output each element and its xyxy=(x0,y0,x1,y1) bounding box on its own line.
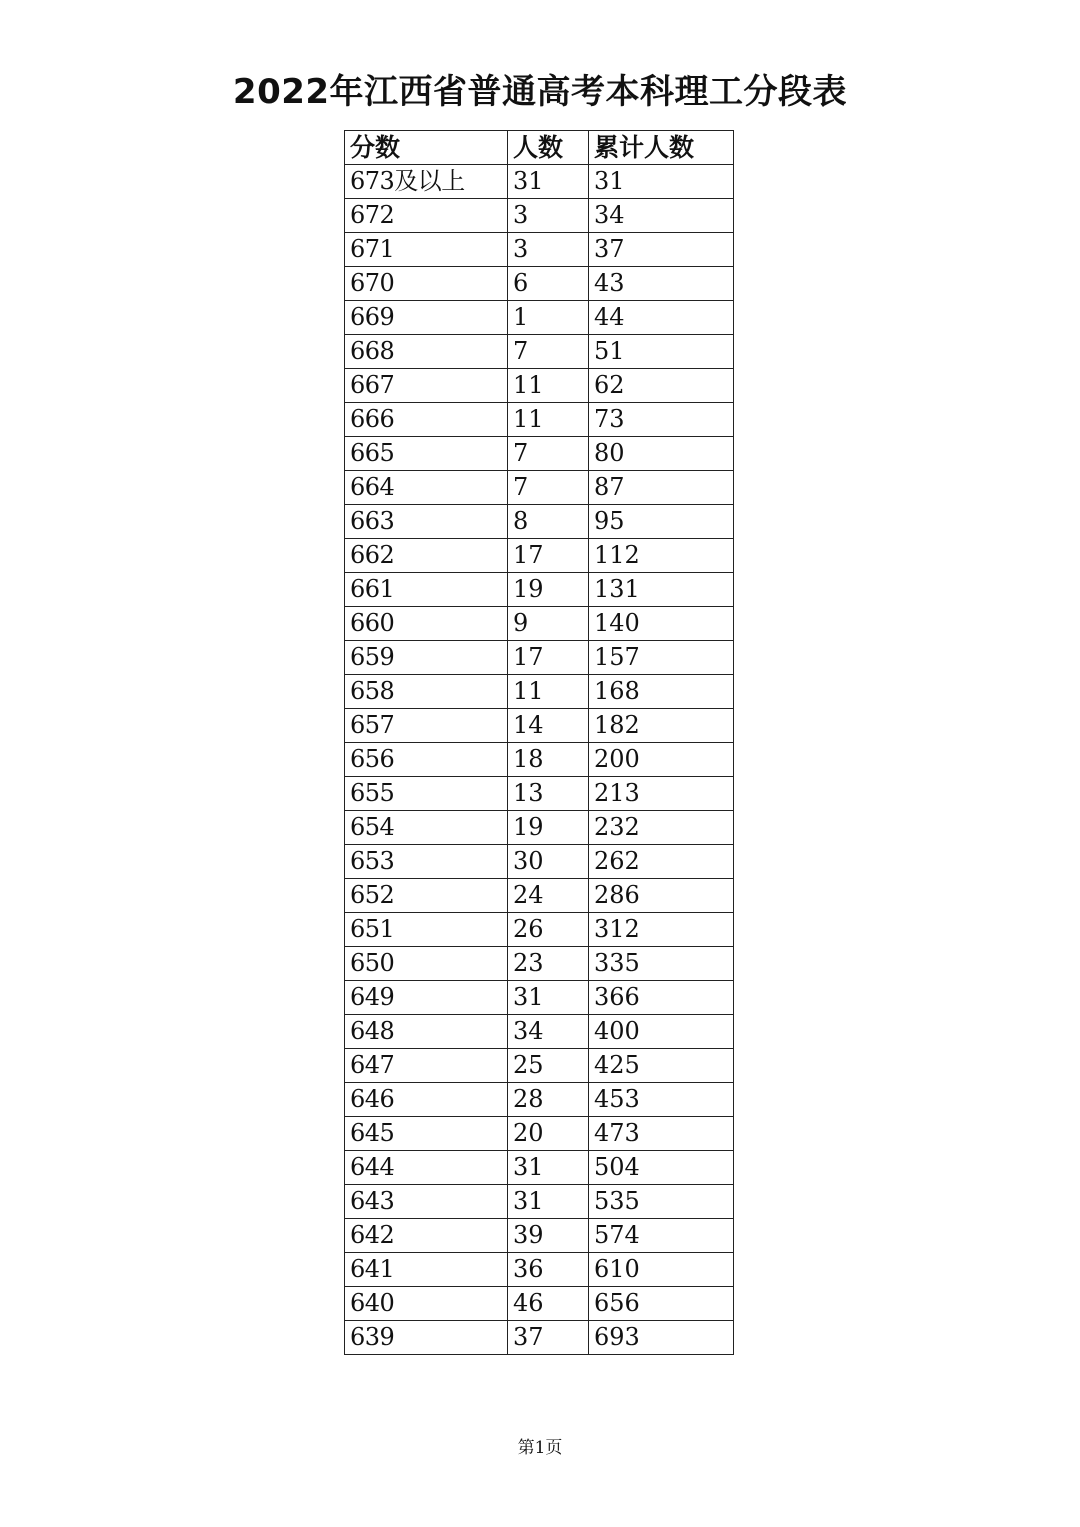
table-row xyxy=(345,471,734,505)
count-cell: 34 xyxy=(508,1015,589,1049)
table-row xyxy=(345,913,734,947)
table-row xyxy=(345,233,734,267)
cumulative-count-cell: 473 xyxy=(589,1117,734,1151)
score-cell: 666 xyxy=(345,403,508,437)
cumulative-count-cell: 366 xyxy=(589,981,734,1015)
count-cell: 39 xyxy=(508,1219,589,1253)
cumulative-count-cell: 31 xyxy=(589,165,734,199)
score-cell: 641 xyxy=(345,1253,508,1287)
count-cell: 23 xyxy=(508,947,589,981)
score-cell: 663 xyxy=(345,505,508,539)
cumulative-count-cell: 312 xyxy=(589,913,734,947)
count-cell: 1 xyxy=(508,301,589,335)
count-cell: 7 xyxy=(508,437,589,471)
count-cell: 26 xyxy=(508,913,589,947)
score-cell: 652 xyxy=(345,879,508,913)
table-row xyxy=(345,369,734,403)
count-cell: 6 xyxy=(508,267,589,301)
count-cell: 17 xyxy=(508,641,589,675)
cumulative-count-cell: 168 xyxy=(589,675,734,709)
cumulative-count-cell: 656 xyxy=(589,1287,734,1321)
cumulative-count-cell: 693 xyxy=(589,1321,734,1355)
score-cell: 645 xyxy=(345,1117,508,1151)
table-row xyxy=(345,1083,734,1117)
table-row xyxy=(345,743,734,777)
count-cell: 11 xyxy=(508,675,589,709)
table-row xyxy=(345,947,734,981)
count-cell: 24 xyxy=(508,879,589,913)
cumulative-count-cell: 213 xyxy=(589,777,734,811)
cumulative-count-cell: 574 xyxy=(589,1219,734,1253)
score-cell: 655 xyxy=(345,777,508,811)
cumulative-count-cell: 95 xyxy=(589,505,734,539)
cumulative-count-cell: 425 xyxy=(589,1049,734,1083)
table-body xyxy=(345,165,734,1355)
cumulative-count-cell: 62 xyxy=(589,369,734,403)
count-cell: 13 xyxy=(508,777,589,811)
table-row xyxy=(345,335,734,369)
count-cell: 3 xyxy=(508,233,589,267)
cumulative-count-cell: 43 xyxy=(589,267,734,301)
score-cell: 660 xyxy=(345,607,508,641)
table-row xyxy=(345,437,734,471)
table-row xyxy=(345,267,734,301)
score-cell: 669 xyxy=(345,301,508,335)
score-cell: 644 xyxy=(345,1151,508,1185)
score-cell: 643 xyxy=(345,1185,508,1219)
score-cell: 659 xyxy=(345,641,508,675)
cumulative-count-cell: 610 xyxy=(589,1253,734,1287)
header-score: 分数 xyxy=(345,131,508,165)
table-row xyxy=(345,1321,734,1355)
table-row xyxy=(345,505,734,539)
header-cumulative-count: 累计人数 xyxy=(589,131,734,165)
score-cell: 650 xyxy=(345,947,508,981)
score-cell: 648 xyxy=(345,1015,508,1049)
score-cell: 658 xyxy=(345,675,508,709)
cumulative-count-cell: 400 xyxy=(589,1015,734,1049)
table-row xyxy=(345,607,734,641)
page-number: 第1页 xyxy=(517,1438,563,1458)
score-cell: 642 xyxy=(345,1219,508,1253)
cumulative-count-cell: 453 xyxy=(589,1083,734,1117)
table-row xyxy=(345,675,734,709)
count-cell: 9 xyxy=(508,607,589,641)
table-row xyxy=(345,811,734,845)
page-title: 2022年江西省普通高考本科理工分段表 xyxy=(232,72,848,112)
cumulative-count-cell: 504 xyxy=(589,1151,734,1185)
cumulative-count-cell: 140 xyxy=(589,607,734,641)
count-cell: 31 xyxy=(508,165,589,199)
score-distribution-table xyxy=(344,130,734,1355)
cumulative-count-cell: 112 xyxy=(589,539,734,573)
cumulative-count-cell: 157 xyxy=(589,641,734,675)
cumulative-count-cell: 286 xyxy=(589,879,734,913)
score-cell: 651 xyxy=(345,913,508,947)
table-row xyxy=(345,573,734,607)
count-cell: 20 xyxy=(508,1117,589,1151)
cumulative-count-cell: 87 xyxy=(589,471,734,505)
score-cell: 647 xyxy=(345,1049,508,1083)
table-row xyxy=(345,1287,734,1321)
table-row xyxy=(345,879,734,913)
count-cell: 25 xyxy=(508,1049,589,1083)
table-row xyxy=(345,403,734,437)
score-cell: 640 xyxy=(345,1287,508,1321)
table-row xyxy=(345,641,734,675)
cumulative-count-cell: 535 xyxy=(589,1185,734,1219)
count-cell: 28 xyxy=(508,1083,589,1117)
cumulative-count-cell: 262 xyxy=(589,845,734,879)
score-cell: 657 xyxy=(345,709,508,743)
count-cell: 37 xyxy=(508,1321,589,1355)
cumulative-count-cell: 73 xyxy=(589,403,734,437)
table-row xyxy=(345,165,734,199)
score-cell: 653 xyxy=(345,845,508,879)
count-cell: 19 xyxy=(508,811,589,845)
table-row xyxy=(345,777,734,811)
count-cell: 18 xyxy=(508,743,589,777)
table-row xyxy=(345,845,734,879)
cumulative-count-cell: 200 xyxy=(589,743,734,777)
count-cell: 30 xyxy=(508,845,589,879)
score-cell: 661 xyxy=(345,573,508,607)
header-count: 人数 xyxy=(508,131,589,165)
score-cell: 646 xyxy=(345,1083,508,1117)
cumulative-count-cell: 34 xyxy=(589,199,734,233)
table-row xyxy=(345,1151,734,1185)
table-row xyxy=(345,1219,734,1253)
score-cell: 672 xyxy=(345,199,508,233)
table-row xyxy=(345,1049,734,1083)
count-cell: 11 xyxy=(508,403,589,437)
count-cell: 11 xyxy=(508,369,589,403)
table-row xyxy=(345,539,734,573)
table-row xyxy=(345,981,734,1015)
score-cell: 649 xyxy=(345,981,508,1015)
table-row xyxy=(345,1117,734,1151)
table-row xyxy=(345,301,734,335)
count-cell: 46 xyxy=(508,1287,589,1321)
cumulative-count-cell: 37 xyxy=(589,233,734,267)
table-row xyxy=(345,1015,734,1049)
cumulative-count-cell: 80 xyxy=(589,437,734,471)
count-cell: 8 xyxy=(508,505,589,539)
score-cell: 673及以上 xyxy=(345,165,508,199)
score-cell: 656 xyxy=(345,743,508,777)
count-cell: 7 xyxy=(508,335,589,369)
score-cell: 668 xyxy=(345,335,508,369)
cumulative-count-cell: 182 xyxy=(589,709,734,743)
count-cell: 3 xyxy=(508,199,589,233)
cumulative-count-cell: 131 xyxy=(589,573,734,607)
score-cell: 639 xyxy=(345,1321,508,1355)
score-cell: 671 xyxy=(345,233,508,267)
table-row xyxy=(345,1185,734,1219)
count-cell: 31 xyxy=(508,1151,589,1185)
count-cell: 19 xyxy=(508,573,589,607)
table-header-row xyxy=(345,131,734,165)
count-cell: 7 xyxy=(508,471,589,505)
cumulative-count-cell: 335 xyxy=(589,947,734,981)
count-cell: 31 xyxy=(508,1185,589,1219)
count-cell: 17 xyxy=(508,539,589,573)
score-cell: 664 xyxy=(345,471,508,505)
cumulative-count-cell: 232 xyxy=(589,811,734,845)
cumulative-count-cell: 44 xyxy=(589,301,734,335)
score-cell: 662 xyxy=(345,539,508,573)
table-row xyxy=(345,1253,734,1287)
cumulative-count-cell: 51 xyxy=(589,335,734,369)
score-cell: 654 xyxy=(345,811,508,845)
score-cell: 670 xyxy=(345,267,508,301)
count-cell: 14 xyxy=(508,709,589,743)
table-row xyxy=(345,199,734,233)
table-row xyxy=(345,709,734,743)
score-cell: 665 xyxy=(345,437,508,471)
score-cell: 667 xyxy=(345,369,508,403)
count-cell: 36 xyxy=(508,1253,589,1287)
count-cell: 31 xyxy=(508,981,589,1015)
